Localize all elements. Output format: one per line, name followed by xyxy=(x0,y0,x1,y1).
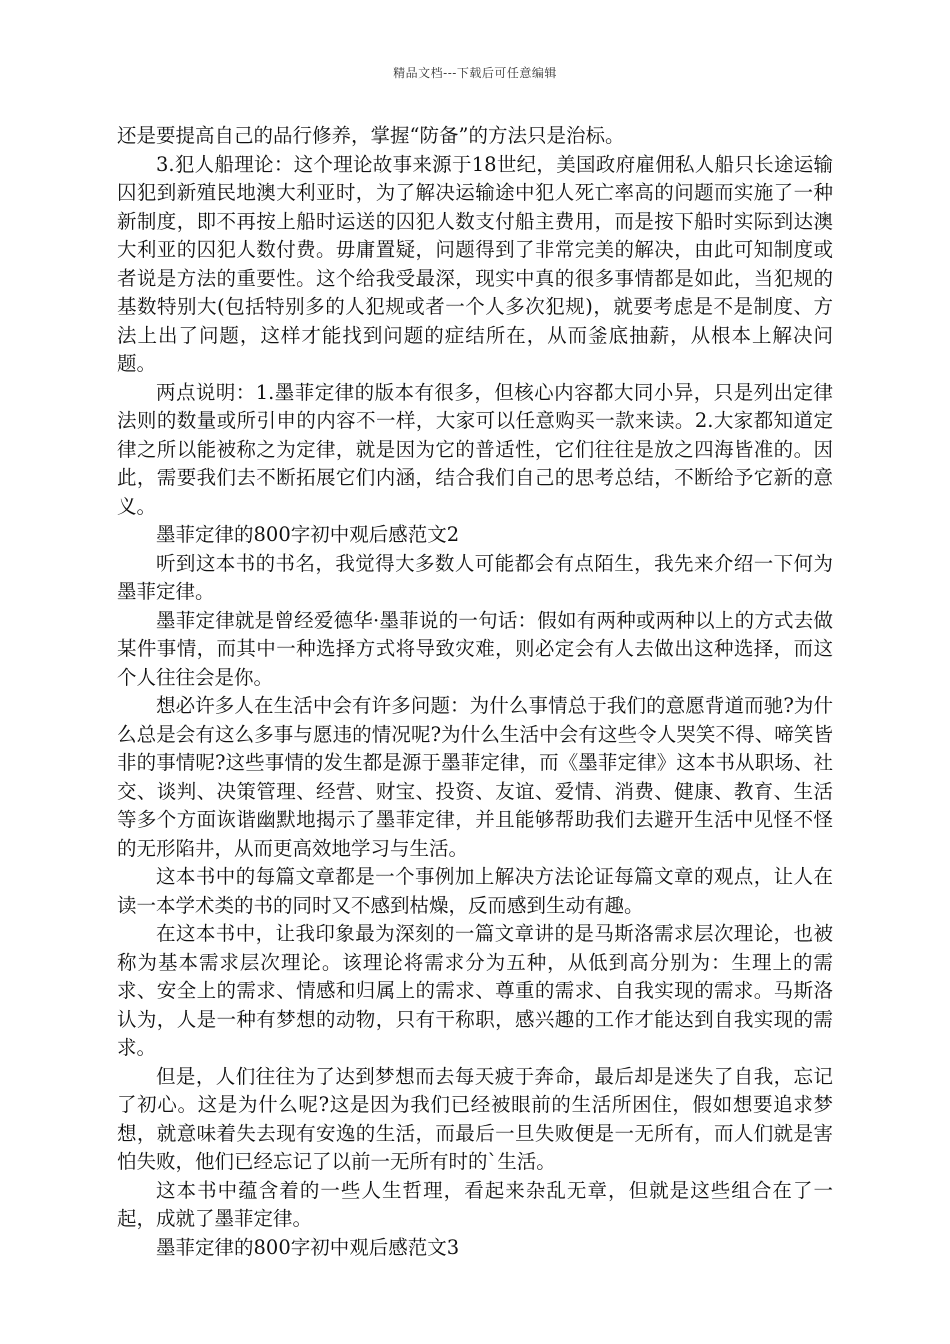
section-heading-essay-2: 墨菲定律的800字初中观后感范文2 xyxy=(156,523,460,546)
paragraph-two-notes: 两点说明：1.墨菲定律的版本有很多，但核心内容都大同小异，只是列出定律法则的数量或所引申的内容不一样，大家可以任意购买一款来读。2.大家都知道定律之所以能被称之为定律，就是因为它的普适性，它们往往是放之四海皆准的。因此，需要我们去不断拓展它们内涵，结合我们自己的思考总结，不断给予它新的意义。 xyxy=(117,380,833,518)
paragraph-lost-self: 但是，人们往往为了达到梦想而去每天疲于奔命，最后却是迷失了自我，忘记了初心。这是为什么呢?这是因为我们已经被眼前的生活所困住，假如想要追求梦想，就意味着失去现有安逸的生活，而最后一旦失败便是一无所有，而人们就是害怕失败，他们已经忘记了以前一无所有时的`生活。 xyxy=(117,1064,833,1173)
paragraph-murphy-definition: 墨菲定律就是曾经爱德华·墨菲说的一句话：假如有两种或两种以上的方式去做某件事情，而其中一种选择方式将导致灾难，则必定会有人去做出这种选择，而这个人往往会是你。 xyxy=(117,608,833,689)
page-header: 精品文档---下载后可任意编辑 xyxy=(393,66,557,80)
paragraph-maslow: 在这本书中，让我印象最为深刻的一篇文章讲的是马斯洛需求层次理论，也被称为基本需求层次理论。该理论将需求分为五种，从低到高分别为：生理上的需求、安全上的需求、情感和归属上的需求、尊重的需求、自我实现的需求。马斯洛认为，人是一种有梦想的动物，只有干称职，感兴趣的工作才能达到自我实现的需求。 xyxy=(117,922,833,1059)
paragraph-life-questions: 想必许多人在生活中会有许多问题：为什么事情总于我们的意愿背道而驰?为什么总是会有这么多事与愿违的情况呢?为什么生活中会有这些令人哭笑不得、啼笑皆非的事情呢?这些事情的发生都是源于墨菲定律，而《墨菲定律》这本书从职场、社交、谈判、决策管理、经营、财宝、投资、友谊、爱情、消费、健康、教育、生活等多个方面诙谐幽默地揭示了墨菲定律，并且能够帮助我们去避开生活中见怪不怪的无形陷井，从而更高效地学习与生活。 xyxy=(117,694,833,860)
paragraph-introduction: 听到这本书的书名，我觉得大多数人可能都会有点陌生，我先来介绍一下何为墨菲定律。 xyxy=(117,551,833,603)
section-heading-essay-3: 墨菲定律的800字初中观后感范文3 xyxy=(156,1235,460,1259)
paragraph-life-philosophy: 这本书中蕴含着的一些人生哲理，看起来杂乱无章，但就是这些组合在了一起，成就了墨菲定律。 xyxy=(117,1178,833,1230)
paragraph-book-style: 这本书中的每篇文章都是一个事例加上解决方法论证每篇文章的观点，让人在读一本学术类的书的同时又不感到枯燥，反而感到生动有趣。 xyxy=(117,865,833,917)
document-body xyxy=(117,122,833,1262)
paragraph-prisoner-ship-theory: 3.犯人船理论：这个理论故事来源于18世纪，美国政府雇佣私人船只长途运输囚犯到新殖民地澳大利亚时，为了解决运输途中犯人死亡率高的问题而实施了一种新制度，即不再按上船时运送的囚犯人数支付船主费用，而是按下船时实际到达澳大利亚的囚犯人数付费。毋庸置疑，问题得到了非常完美的解决，由此可知制度或者说是方法的重要性。这个给我受最深，现实中真的很多事情都是如此，当犯规的基数特别大(包括特别多的人犯规或者一个人多次犯规)，就要考虑是不是制度、方法上出了问题，这样才能找到问题的症结所在，从而釜底抽薪，从根本上解决问题。 xyxy=(117,152,833,375)
paragraph-continuation: 还是要提高自己的品行修养，掌握“防备”的方法只是治标。 xyxy=(117,124,625,147)
